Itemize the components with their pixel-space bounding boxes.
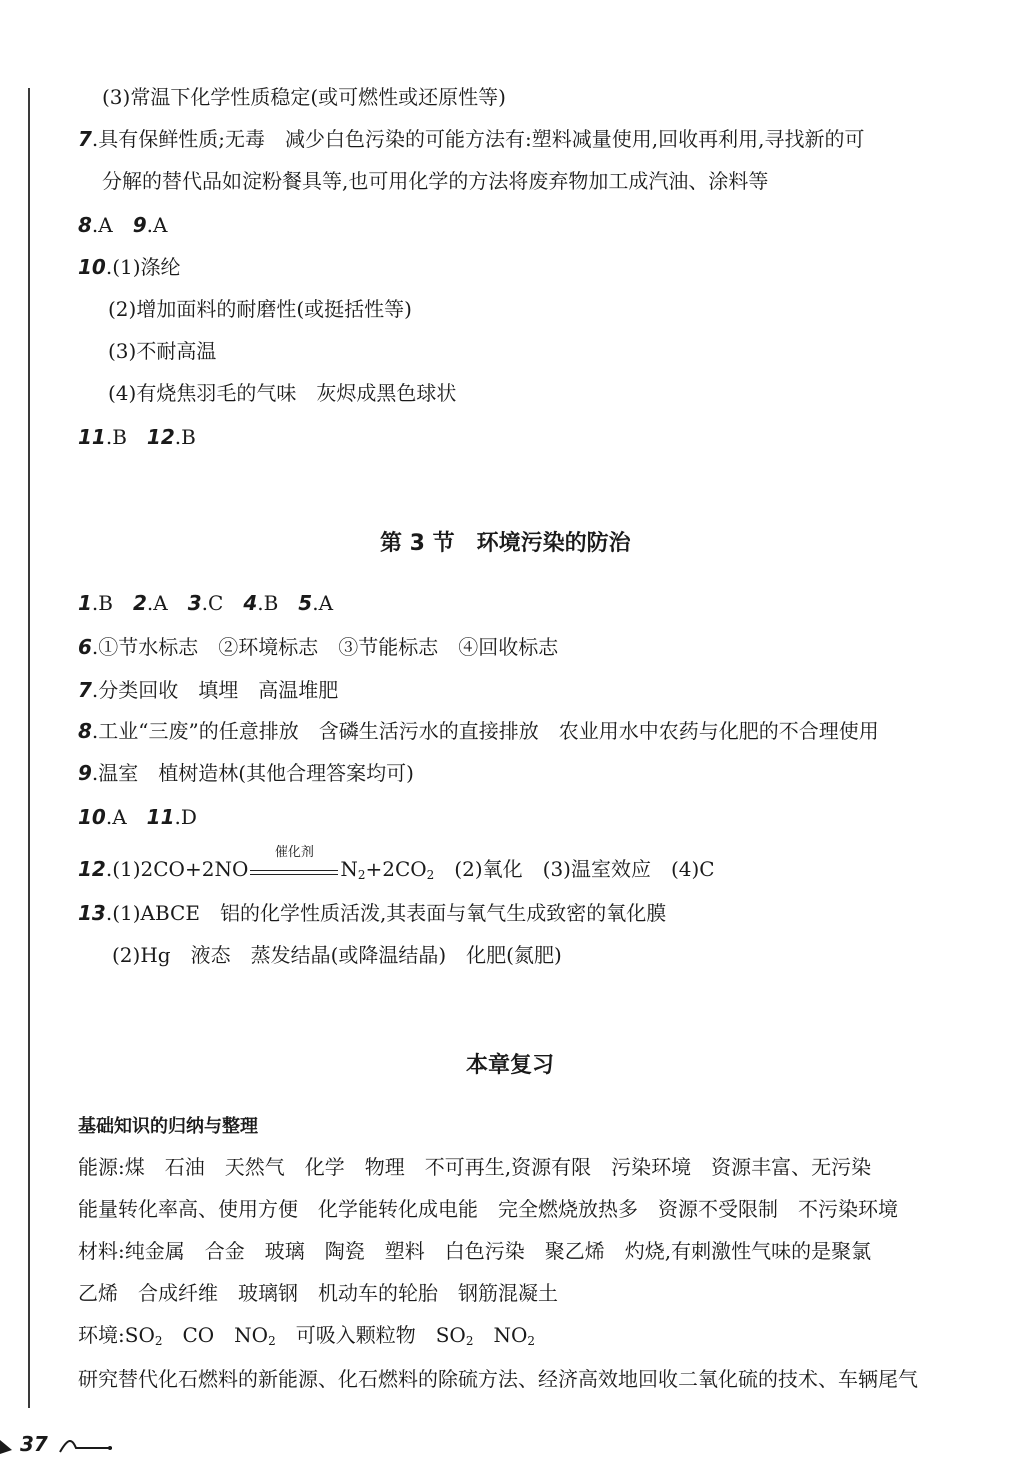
question-number: 13 [78,901,106,925]
question-number: 3 [187,591,202,615]
question-number: 10 [78,255,106,279]
answer-1-5 [78,590,333,616]
answer-7-cont: 分解的替代品如淀粉餐具等,也可用化学的方法将废弃物加工成汽油、涂料等 [102,169,769,193]
review-environment [78,1322,535,1354]
question-number: 11 [78,425,106,449]
question-number: 5 [298,591,313,615]
review-research: 研究替代化石燃料的新能源、化石燃料的除硫方法、经济高效地回收二氧化硫的技术、车辆尾气 [78,1367,918,1391]
question-number: 9 [132,213,147,237]
footer-flourish-icon [58,1436,114,1456]
answer-8-9 [78,212,167,238]
answer-text: .B [174,425,196,449]
answer-text: .D [174,805,197,829]
answer-text: .B [257,591,279,615]
answer-text: .温室 植树造林(其他合理答案均可) [91,761,414,785]
answer-10-2: (2)增加面料的耐磨性(或挺括性等) [108,297,412,321]
answer-9 [78,760,414,786]
page-number: 37 [20,1432,48,1456]
subscript: 2 [465,1334,474,1348]
question-number: 11 [146,805,175,829]
section-title: 第 3 节 环境污染的防治 [380,531,631,556]
answer-text: .B [91,591,113,615]
answer-line: (3)常温下化学性质稳定(或可燃性或还原性等) [102,85,506,109]
answer-text: .A [105,805,127,829]
answer-text: .A [312,591,334,615]
review-title: 本章复习 [466,1053,555,1078]
env-text: NO [473,1323,528,1347]
equation-product: N [340,857,358,881]
answer-10-3: (3)不耐高温 [108,339,217,363]
answer-text: .具有保鲜性质;无毒 减少白色污染的可能方法有:塑料减量使用,回收再利用,寻找新的可 [91,127,865,151]
answer-text: .C [201,591,224,615]
subscript: 2 [268,1334,276,1348]
answer-7 [78,677,338,703]
answer-text: .A [146,591,168,615]
question-number: 4 [243,591,258,615]
subscript: 2 [357,868,366,882]
answer-10-4: (4)有烧焦羽毛的气味 灰烬成黑色球状 [108,381,457,405]
answer-10 [78,254,181,280]
page-corner-icon [0,1436,18,1454]
margin-rule [28,88,30,1408]
answer-text: .B [105,425,127,449]
answer-text: .(1)涤纶 [105,255,181,279]
answer-text: .①节水标志 ②环境标志 ③节能标志 ④回收标志 [91,635,559,659]
subscript: 2 [154,1334,163,1348]
answer-7 [78,126,864,152]
question-number: 12 [78,857,106,881]
question-number: 6 [78,635,92,659]
answer-text: .(1)ABCE 铝的化学性质活泼,其表面与氧气生成致密的氧化膜 [105,901,667,925]
review-material: 材料:纯金属 合金 玻璃 陶瓷 塑料 白色污染 聚乙烯 灼烧,有刺激性气味的是聚氯 [78,1239,872,1263]
reaction-arrow [250,844,338,882]
answer-11-12 [78,424,196,450]
answer-12 [78,844,715,888]
answer-text: .工业“三废”的任意排放 含磷生活污水的直接排放 农业用水中农药与化肥的不合理使用 [91,719,879,743]
subscript: 2 [527,1334,536,1348]
answer-6 [78,634,558,660]
equation-reactants: .(1)2CO+2NO [105,857,249,881]
question-number: 8 [78,213,92,237]
question-number: 10 [78,805,106,829]
question-number: 7 [78,678,92,702]
question-number: 2 [132,591,147,615]
catalyst-label: 催化剂 [274,844,314,860]
question-number: 8 [78,719,92,743]
review-subheading: 基础知识的归纳与整理 [78,1116,258,1137]
answer-text: .分类回收 填埋 高温堆肥 [91,678,339,702]
question-number: 1 [78,591,92,615]
env-text: 环境:SO [78,1323,155,1347]
env-text: CO NO [162,1323,269,1347]
answer-text: (2)氧化 (3)温室效应 (4)C [434,857,715,881]
answer-text: .A [146,213,168,237]
answer-13 [78,900,666,926]
review-energy: 能源:煤 石油 天然气 化学 物理 不可再生,资源有限 污染环境 资源丰富、无污染 [78,1155,872,1179]
env-text: 可吸入颗粒物 SO [275,1323,466,1347]
answer-text: .A [91,213,113,237]
review-energy-cont: 能量转化率高、使用方便 化学能转化成电能 完全燃烧放热多 资源不受限制 不污染环境 [78,1197,898,1221]
question-number: 9 [78,761,92,785]
question-number: 12 [146,425,175,449]
answer-8 [78,718,879,744]
equation-product: +2CO [365,857,427,881]
review-material-cont: 乙烯 合成纤维 玻璃钢 机动车的轮胎 钢筋混凝土 [78,1281,558,1305]
answer-10-11 [78,804,197,830]
subscript: 2 [426,868,435,882]
question-number: 7 [78,127,92,151]
answer-13-2: (2)Hg 液态 蒸发结晶(或降温结晶) 化肥(氮肥) [112,943,562,967]
